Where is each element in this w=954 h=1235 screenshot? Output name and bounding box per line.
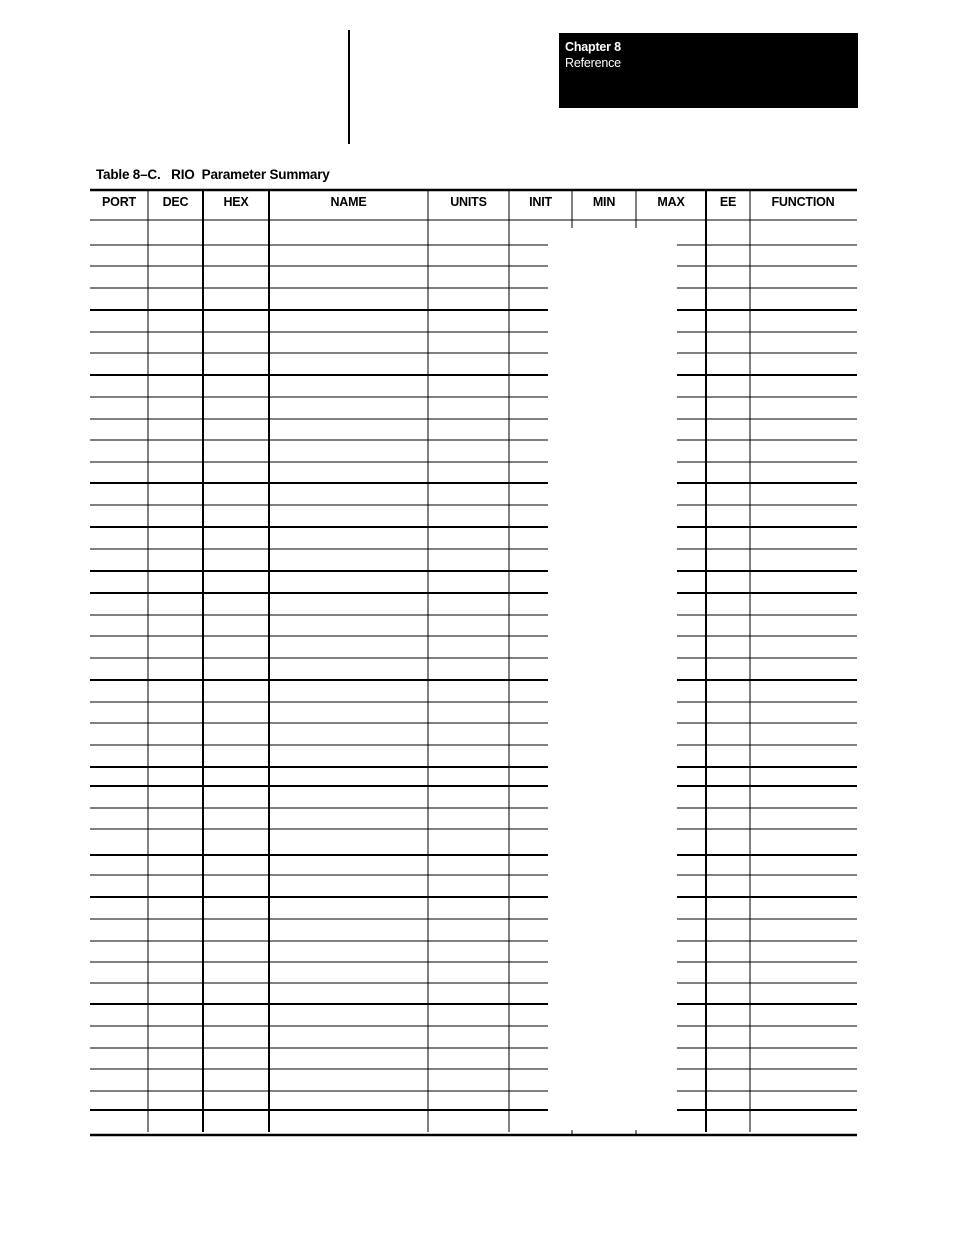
col-header-min: MIN [592, 195, 616, 209]
col-header-function: FUNCTION [771, 195, 835, 209]
col-header-init: INIT [529, 195, 552, 209]
chapter-label: Chapter 8 [565, 40, 621, 54]
col-header-dec: DEC [162, 195, 189, 209]
col-header-max: MAX [657, 195, 685, 209]
col-header-ee: EE [719, 195, 737, 209]
col-header-units: UNITS [450, 195, 487, 209]
section-label: Reference [565, 56, 621, 70]
table-caption: Table 8–C. RIO Parameter Summary [96, 167, 330, 182]
col-header-hex: HEX [223, 195, 249, 209]
col-header-name: NAME [330, 195, 367, 209]
col-header-port: PORT [102, 195, 136, 209]
